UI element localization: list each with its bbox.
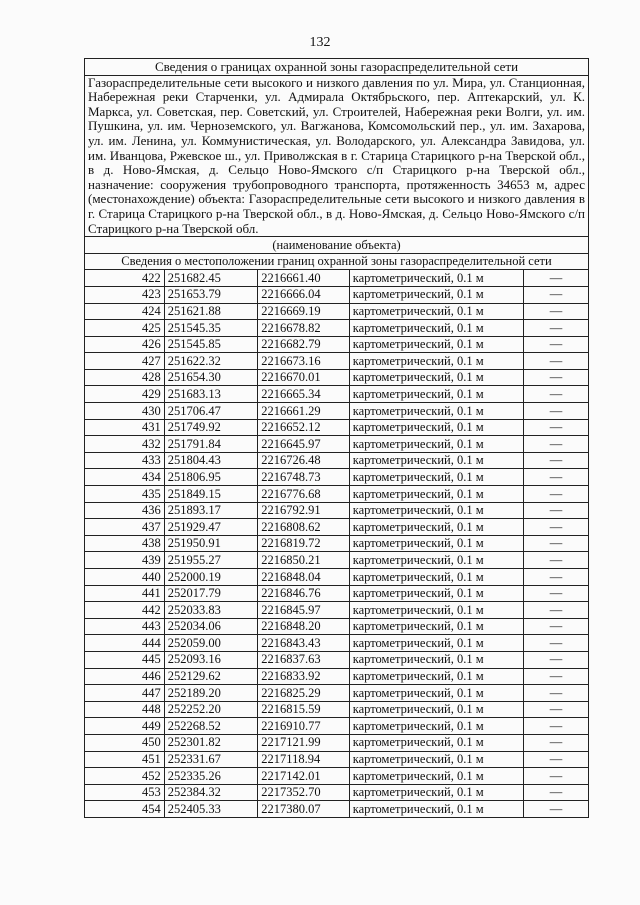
coord-x: 251653.79 bbox=[164, 286, 258, 303]
coord-y: 2216673.16 bbox=[258, 353, 349, 370]
object-description: Газораспределительные сети высокого и низкого давления по ул. Мира, ул. Станционная, Набережная реки Старченки, ул. Адмирала Октябрьского, пер. Аптекарский, ул. К. Маркса, ул. Советская, пер. Советский, ул. Строителей, Набережная реки Волги, ул. им. Пушкина, ул. им. Черноземского, ул. Вагжанова, Комсомольский пер., ул. им. Захарова, ул. им. Ленина, ул. Коммунистическая, ул. Володарского, ул. Александра Завидова, ул. им. Иванцова, Ржевское ш., ул. Приволжская в г. Старица Старицкого р-на Тверской обл., в д. Ново-Ямская, д. Сельцо Ново-Ямского с/п Старицкого р-на Тверской обл., назначение: сооружения трубопроводного транспорта, протяженность 34653 м, адрес (местонахождение) объекта: Газораспределительные сети высокого и низкого давления в г. Старица Старицкого р-на Тверской обл., в д. Ново-Ямская, д. Сельцо Ново-Ямского с/п Старицкого р-на Тверской обл. bbox=[85, 75, 589, 237]
coord-y: 2217142.01 bbox=[258, 768, 349, 785]
table-row bbox=[85, 270, 589, 287]
method-precision: картометрический, 0.1 м bbox=[349, 486, 523, 503]
table-row bbox=[85, 502, 589, 519]
table-row bbox=[85, 303, 589, 320]
extra-info: — bbox=[524, 685, 589, 702]
method-precision: картометрический, 0.1 м bbox=[349, 734, 523, 751]
coord-x: 252059.00 bbox=[164, 635, 258, 652]
table-row bbox=[85, 419, 589, 436]
table-row bbox=[85, 734, 589, 751]
coord-x: 251622.32 bbox=[164, 353, 258, 370]
coord-y: 2216808.62 bbox=[258, 519, 349, 536]
method-precision: картометрический, 0.1 м bbox=[349, 303, 523, 320]
method-precision: картометрический, 0.1 м bbox=[349, 353, 523, 370]
method-precision: картометрический, 0.1 м bbox=[349, 519, 523, 536]
table-row bbox=[85, 685, 589, 702]
table-row bbox=[85, 768, 589, 785]
table-row bbox=[85, 651, 589, 668]
coord-y: 2216848.20 bbox=[258, 618, 349, 635]
point-number: 442 bbox=[85, 602, 165, 619]
table-row bbox=[85, 784, 589, 801]
point-number: 430 bbox=[85, 403, 165, 420]
coord-x: 252093.16 bbox=[164, 651, 258, 668]
extra-info: — bbox=[524, 535, 589, 552]
method-precision: картометрический, 0.1 м bbox=[349, 635, 523, 652]
coord-x: 251929.47 bbox=[164, 519, 258, 536]
point-number: 453 bbox=[85, 784, 165, 801]
extra-info: — bbox=[524, 486, 589, 503]
object-label: (наименование объекта) bbox=[85, 237, 589, 254]
method-precision: картометрический, 0.1 м bbox=[349, 685, 523, 702]
extra-info: — bbox=[524, 734, 589, 751]
extra-info: — bbox=[524, 303, 589, 320]
extra-info: — bbox=[524, 651, 589, 668]
extra-info: — bbox=[524, 403, 589, 420]
method-precision: картометрический, 0.1 м bbox=[349, 320, 523, 337]
table-row bbox=[85, 320, 589, 337]
method-precision: картометрический, 0.1 м bbox=[349, 668, 523, 685]
method-precision: картометрический, 0.1 м bbox=[349, 286, 523, 303]
table-row bbox=[85, 585, 589, 602]
coord-x: 251683.13 bbox=[164, 386, 258, 403]
extra-info: — bbox=[524, 718, 589, 735]
location-header-row bbox=[85, 253, 589, 270]
point-number: 432 bbox=[85, 436, 165, 453]
coord-y: 2217121.99 bbox=[258, 734, 349, 751]
coord-y: 2217380.07 bbox=[258, 801, 349, 818]
point-number: 437 bbox=[85, 519, 165, 536]
method-precision: картометрический, 0.1 м bbox=[349, 386, 523, 403]
coord-y: 2217352.70 bbox=[258, 784, 349, 801]
coord-x: 251545.85 bbox=[164, 336, 258, 353]
coord-y: 2216645.97 bbox=[258, 436, 349, 453]
extra-info: — bbox=[524, 585, 589, 602]
extra-info: — bbox=[524, 452, 589, 469]
extra-info: — bbox=[524, 552, 589, 569]
extra-info: — bbox=[524, 635, 589, 652]
point-number: 448 bbox=[85, 701, 165, 718]
point-number: 451 bbox=[85, 751, 165, 768]
coord-x: 252335.26 bbox=[164, 768, 258, 785]
table-row bbox=[85, 386, 589, 403]
coord-y: 2216845.97 bbox=[258, 602, 349, 619]
point-number: 434 bbox=[85, 469, 165, 486]
method-precision: картометрический, 0.1 м bbox=[349, 651, 523, 668]
method-precision: картометрический, 0.1 м bbox=[349, 419, 523, 436]
coord-y: 2216833.92 bbox=[258, 668, 349, 685]
table-row bbox=[85, 668, 589, 685]
extra-info: — bbox=[524, 369, 589, 386]
coord-y: 2216669.19 bbox=[258, 303, 349, 320]
table-row bbox=[85, 286, 589, 303]
coord-y: 2216819.72 bbox=[258, 535, 349, 552]
coord-y: 2216850.21 bbox=[258, 552, 349, 569]
method-precision: картометрический, 0.1 м bbox=[349, 768, 523, 785]
extra-info: — bbox=[524, 668, 589, 685]
point-number: 422 bbox=[85, 270, 165, 287]
method-precision: картометрический, 0.1 м bbox=[349, 701, 523, 718]
extra-info: — bbox=[524, 436, 589, 453]
method-precision: картометрический, 0.1 м bbox=[349, 585, 523, 602]
point-number: 426 bbox=[85, 336, 165, 353]
extra-info: — bbox=[524, 569, 589, 586]
point-number: 424 bbox=[85, 303, 165, 320]
extra-info: — bbox=[524, 784, 589, 801]
coord-x: 252384.32 bbox=[164, 784, 258, 801]
page-number: 132 bbox=[309, 35, 331, 50]
coord-y: 2216661.40 bbox=[258, 270, 349, 287]
method-precision: картометрический, 0.1 м bbox=[349, 784, 523, 801]
extra-info: — bbox=[524, 768, 589, 785]
method-precision: картометрический, 0.1 м bbox=[349, 751, 523, 768]
point-number: 436 bbox=[85, 502, 165, 519]
point-number: 435 bbox=[85, 486, 165, 503]
coord-x: 251654.30 bbox=[164, 369, 258, 386]
coord-y: 2216726.48 bbox=[258, 452, 349, 469]
table-row bbox=[85, 369, 589, 386]
table-row bbox=[85, 469, 589, 486]
coord-x: 251849.15 bbox=[164, 486, 258, 503]
point-number: 449 bbox=[85, 718, 165, 735]
table-row bbox=[85, 801, 589, 818]
table-title: Сведения о границах охранной зоны газораспределительной сети bbox=[85, 59, 589, 76]
coord-x: 252405.33 bbox=[164, 801, 258, 818]
point-number: 431 bbox=[85, 419, 165, 436]
table-row bbox=[85, 486, 589, 503]
coord-x: 252331.67 bbox=[164, 751, 258, 768]
coord-y: 2216910.77 bbox=[258, 718, 349, 735]
method-precision: картометрический, 0.1 м bbox=[349, 336, 523, 353]
point-number: 438 bbox=[85, 535, 165, 552]
coord-y: 2216652.12 bbox=[258, 419, 349, 436]
method-precision: картометрический, 0.1 м bbox=[349, 369, 523, 386]
coord-x: 251804.43 bbox=[164, 452, 258, 469]
coord-y: 2216843.43 bbox=[258, 635, 349, 652]
method-precision: картометрический, 0.1 м bbox=[349, 602, 523, 619]
coord-x: 251621.88 bbox=[164, 303, 258, 320]
extra-info: — bbox=[524, 336, 589, 353]
extra-info: — bbox=[524, 801, 589, 818]
point-number: 440 bbox=[85, 569, 165, 586]
method-precision: картометрический, 0.1 м bbox=[349, 569, 523, 586]
table-row bbox=[85, 353, 589, 370]
coord-x: 251545.35 bbox=[164, 320, 258, 337]
point-number: 439 bbox=[85, 552, 165, 569]
method-precision: картометрический, 0.1 м bbox=[349, 436, 523, 453]
point-number: 429 bbox=[85, 386, 165, 403]
coord-x: 252252.20 bbox=[164, 701, 258, 718]
extra-info: — bbox=[524, 286, 589, 303]
method-precision: картометрический, 0.1 м bbox=[349, 801, 523, 818]
coord-x: 252017.79 bbox=[164, 585, 258, 602]
coord-y: 2216748.73 bbox=[258, 469, 349, 486]
point-number: 447 bbox=[85, 685, 165, 702]
table-row bbox=[85, 635, 589, 652]
method-precision: картометрический, 0.1 м bbox=[349, 469, 523, 486]
coord-x: 251791.84 bbox=[164, 436, 258, 453]
coord-y: 2216848.04 bbox=[258, 569, 349, 586]
extra-info: — bbox=[524, 270, 589, 287]
extra-info: — bbox=[524, 701, 589, 718]
table-row bbox=[85, 403, 589, 420]
extra-info: — bbox=[524, 618, 589, 635]
table-row bbox=[85, 336, 589, 353]
extra-info: — bbox=[524, 519, 589, 536]
point-number: 452 bbox=[85, 768, 165, 785]
coord-x: 251682.45 bbox=[164, 270, 258, 287]
table-title-row bbox=[85, 59, 589, 76]
coord-y: 2216670.01 bbox=[258, 369, 349, 386]
method-precision: картометрический, 0.1 м bbox=[349, 618, 523, 635]
boundary-table bbox=[84, 58, 589, 818]
coord-x: 252301.82 bbox=[164, 734, 258, 751]
table-row bbox=[85, 751, 589, 768]
extra-info: — bbox=[524, 320, 589, 337]
coord-y: 2216682.79 bbox=[258, 336, 349, 353]
coord-x: 251749.92 bbox=[164, 419, 258, 436]
extra-info: — bbox=[524, 502, 589, 519]
point-number: 445 bbox=[85, 651, 165, 668]
coord-y: 2216665.34 bbox=[258, 386, 349, 403]
method-precision: картометрический, 0.1 м bbox=[349, 718, 523, 735]
coord-y: 2216776.68 bbox=[258, 486, 349, 503]
coord-x: 252268.52 bbox=[164, 718, 258, 735]
table-row bbox=[85, 519, 589, 536]
object-label-row bbox=[85, 237, 589, 254]
point-number: 443 bbox=[85, 618, 165, 635]
method-precision: картометрический, 0.1 м bbox=[349, 403, 523, 420]
coord-y: 2216825.29 bbox=[258, 685, 349, 702]
point-number: 425 bbox=[85, 320, 165, 337]
extra-info: — bbox=[524, 419, 589, 436]
point-number: 428 bbox=[85, 369, 165, 386]
point-number: 444 bbox=[85, 635, 165, 652]
coord-y: 2217118.94 bbox=[258, 751, 349, 768]
table-row bbox=[85, 535, 589, 552]
table-row bbox=[85, 569, 589, 586]
extra-info: — bbox=[524, 386, 589, 403]
extra-info: — bbox=[524, 353, 589, 370]
table-row bbox=[85, 602, 589, 619]
extra-info: — bbox=[524, 602, 589, 619]
method-precision: картометрический, 0.1 м bbox=[349, 552, 523, 569]
coord-x: 251806.95 bbox=[164, 469, 258, 486]
extra-info: — bbox=[524, 751, 589, 768]
point-number: 427 bbox=[85, 353, 165, 370]
coord-x: 252129.62 bbox=[164, 668, 258, 685]
point-number: 423 bbox=[85, 286, 165, 303]
coord-x: 252000.19 bbox=[164, 569, 258, 586]
extra-info: — bbox=[524, 469, 589, 486]
table-row bbox=[85, 718, 589, 735]
coord-x: 251955.27 bbox=[164, 552, 258, 569]
method-precision: картометрический, 0.1 м bbox=[349, 502, 523, 519]
object-description-row bbox=[85, 75, 589, 237]
coord-x: 252033.83 bbox=[164, 602, 258, 619]
coord-x: 252189.20 bbox=[164, 685, 258, 702]
coord-x: 251706.47 bbox=[164, 403, 258, 420]
table-row bbox=[85, 701, 589, 718]
point-number: 433 bbox=[85, 452, 165, 469]
coord-y: 2216846.76 bbox=[258, 585, 349, 602]
coord-y: 2216815.59 bbox=[258, 701, 349, 718]
location-header: Сведения о местоположении границ охранной зоны газораспределительной сети bbox=[85, 253, 589, 270]
point-number: 446 bbox=[85, 668, 165, 685]
coord-y: 2216678.82 bbox=[258, 320, 349, 337]
method-precision: картометрический, 0.1 м bbox=[349, 452, 523, 469]
point-number: 450 bbox=[85, 734, 165, 751]
method-precision: картометрический, 0.1 м bbox=[349, 270, 523, 287]
coord-x: 251950.91 bbox=[164, 535, 258, 552]
coord-y: 2216666.04 bbox=[258, 286, 349, 303]
table-row bbox=[85, 436, 589, 453]
point-number: 454 bbox=[85, 801, 165, 818]
coord-y: 2216837.63 bbox=[258, 651, 349, 668]
method-precision: картометрический, 0.1 м bbox=[349, 535, 523, 552]
coord-y: 2216792.91 bbox=[258, 502, 349, 519]
coord-x: 251893.17 bbox=[164, 502, 258, 519]
table-row bbox=[85, 618, 589, 635]
point-number: 441 bbox=[85, 585, 165, 602]
table-row bbox=[85, 452, 589, 469]
coord-x: 252034.06 bbox=[164, 618, 258, 635]
coord-y: 2216661.29 bbox=[258, 403, 349, 420]
table-row bbox=[85, 552, 589, 569]
